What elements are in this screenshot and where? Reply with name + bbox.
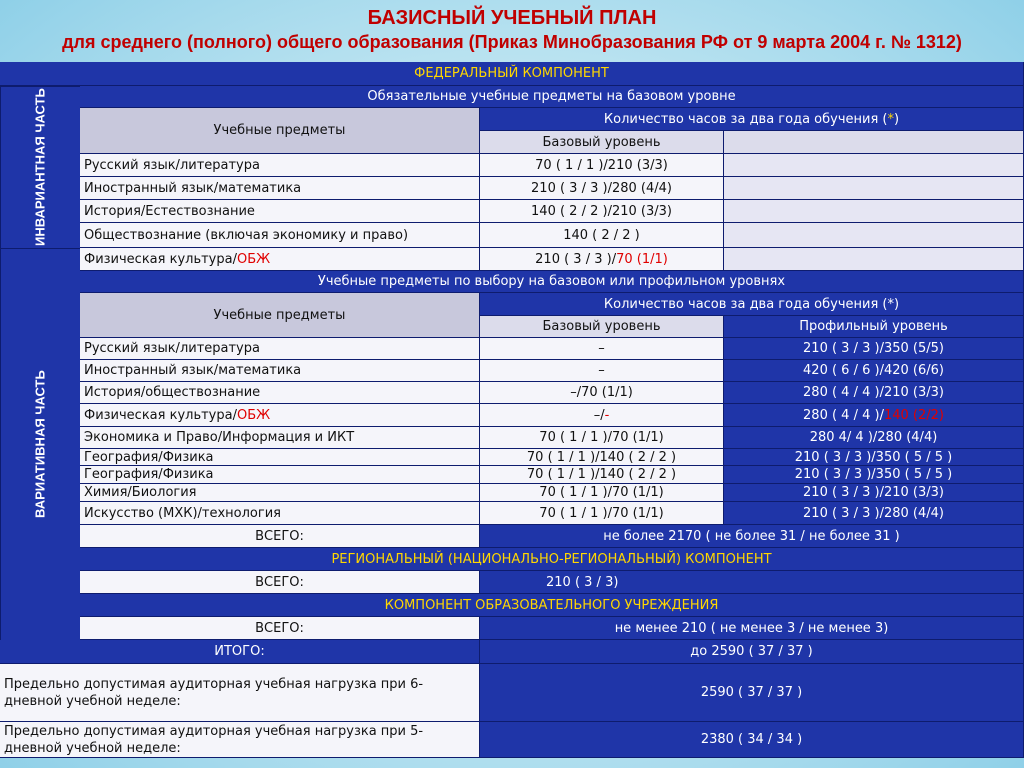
load-6day-value: 2590 ( 37 / 37 ) bbox=[480, 664, 1024, 722]
invariant-base-value: 210 ( 3 / 3 )/280 (4/4) bbox=[480, 177, 724, 200]
load-5day-label: Предельно допустимая аудиторная учебная нагрузка при 5-дневной учебной неделе: bbox=[0, 722, 480, 758]
variative-base-value: 70 ( 1 / 1 )/70 (1/1) bbox=[480, 484, 724, 502]
pe-subject-red: ОБЖ bbox=[236, 251, 271, 267]
hours-header-mark: * bbox=[887, 111, 894, 127]
variative-subject: Экономика и Право/Информация и ИКТ bbox=[80, 427, 480, 449]
invariant-empty-cell bbox=[724, 248, 1024, 271]
itogo-value: до 2590 ( 37 / 37 ) bbox=[480, 640, 1024, 664]
pe-base-red: 70 (1/1) bbox=[616, 251, 668, 267]
variative-base-value: – bbox=[480, 338, 724, 360]
invariant-base-value: 140 ( 2 / 2 )/210 (3/3) bbox=[480, 200, 724, 223]
variative-pe-subject bbox=[80, 404, 480, 427]
invariant-empty-cell bbox=[724, 223, 1024, 248]
regional-total-label: ВСЕГО: bbox=[80, 571, 480, 594]
variative-heading: Учебные предметы по выбору на базовом или профильном уровнях bbox=[80, 271, 1024, 293]
variative-subject: Химия/Биология bbox=[80, 484, 480, 502]
invariant-base-header: Базовый уровень bbox=[480, 131, 724, 154]
pe-profile-text: 280 ( 4 / 4 )/ bbox=[803, 407, 884, 423]
variative-base-value: –/70 (1/1) bbox=[480, 382, 724, 404]
variative-profile-value: 210 ( 3 / 3 )/350 (5/5) bbox=[724, 338, 1024, 360]
variative-profile-value: 210 ( 3 / 3 )/210 (3/3) bbox=[724, 484, 1024, 502]
pe-profile-red: 140 (2/2) bbox=[883, 407, 944, 423]
variative-base-value: 70 ( 1 / 1 )/70 (1/1) bbox=[480, 502, 724, 525]
invariant-heading: Обязательные учебные предметы на базовом уровне bbox=[80, 86, 1024, 108]
pe-base-text: –/ bbox=[593, 407, 605, 423]
pe-subject-text: Физическая культура/ bbox=[84, 251, 237, 267]
variative-total-value: не более 2170 ( не более 31 / не более 31 ) bbox=[480, 525, 1024, 548]
variative-subject: Искусство (МХК)/технология bbox=[80, 502, 480, 525]
variative-base-value: 70 ( 1 / 1 )/70 (1/1) bbox=[480, 427, 724, 449]
variative-subjects-header: Учебные предметы bbox=[80, 293, 480, 338]
variative-profile-value: 210 ( 3 / 3 )/280 (4/4) bbox=[724, 502, 1024, 525]
invariant-pe-subject bbox=[80, 248, 480, 271]
invariant-empty-cell bbox=[724, 200, 1024, 223]
variative-hours-header: Количество часов за два года обучения (*) bbox=[480, 293, 1024, 316]
page-title: БАЗИСНЫЙ УЧЕБНЫЙ ПЛАН bbox=[367, 7, 657, 29]
school-total-value: не менее 210 ( не менее 3 / не менее 3) bbox=[480, 617, 1024, 640]
variative-profile-value: 280 ( 4 / 4 )/210 (3/3) bbox=[724, 382, 1024, 404]
invariant-subject: Обществознание (включая экономику и право) bbox=[80, 223, 480, 248]
invariant-empty-cell bbox=[724, 177, 1024, 200]
invariant-base-value: 140 ( 2 / 2 ) bbox=[480, 223, 724, 248]
invariant-subject: Русский язык/литература bbox=[80, 154, 480, 177]
regional-component-header: РЕГИОНАЛЬНЫЙ (НАЦИОНАЛЬНО-РЕГИОНАЛЬНЫЙ) КОМПОНЕНТ bbox=[80, 548, 1024, 571]
variative-subject: География/Физика bbox=[80, 449, 480, 466]
pe-subject-text: Физическая культура/ bbox=[84, 407, 237, 423]
invariant-hours-header bbox=[480, 108, 1024, 131]
page-subtitle: для среднего (полного) общего образования (Приказ Минобразования РФ от 9 марта 2004 г. № 1312) bbox=[62, 32, 962, 52]
variative-base-value: – bbox=[480, 360, 724, 382]
variative-total-label: ВСЕГО: bbox=[80, 525, 480, 548]
variative-pe-base bbox=[480, 404, 724, 427]
invariant-subject: История/Естествознание bbox=[80, 200, 480, 223]
variative-profile-value: 210 ( 3 / 3 )/350 ( 5 / 5 ) bbox=[724, 449, 1024, 466]
invariant-subject: Иностранный язык/математика bbox=[80, 177, 480, 200]
hours-header-suffix: ) bbox=[894, 111, 900, 127]
variative-base-value: 70 ( 1 / 1 )/140 ( 2 / 2 ) bbox=[480, 466, 724, 484]
variative-base-header: Базовый уровень bbox=[480, 316, 724, 338]
variative-base-value: 70 ( 1 / 1 )/140 ( 2 / 2 ) bbox=[480, 449, 724, 466]
variative-subject: Русский язык/литература bbox=[80, 338, 480, 360]
curriculum-table bbox=[0, 62, 1024, 758]
invariant-pe-base bbox=[480, 248, 724, 271]
school-total-label: ВСЕГО: bbox=[80, 617, 480, 640]
invariant-empty-cell bbox=[724, 154, 1024, 177]
invariant-base-value: 70 ( 1 / 1 )/210 (3/3) bbox=[480, 154, 724, 177]
load-6day-label: Предельно допустимая аудиторная учебная нагрузка при 6-дневной учебной неделе: bbox=[0, 664, 480, 722]
school-component-header: КОМПОНЕНТ ОБРАЗОВАТЕЛЬНОГО УЧРЕЖДЕНИЯ bbox=[80, 594, 1024, 617]
invariant-empty-cell bbox=[724, 131, 1024, 154]
itogo-label: ИТОГО: bbox=[0, 640, 480, 664]
variative-profile-value: 280 4/ 4 )/280 (4/4) bbox=[724, 427, 1024, 449]
federal-component-header: ФЕДЕРАЛЬНЫЙ КОМПОНЕНТ bbox=[0, 62, 1024, 86]
regional-total-value: 210 ( 3 / 3) bbox=[480, 571, 1024, 594]
variative-subject: География/Физика bbox=[80, 466, 480, 484]
variative-profile-value: 420 ( 6 / 6 )/420 (6/6) bbox=[724, 360, 1024, 382]
variative-pe-profile bbox=[724, 404, 1024, 427]
hours-header-text: Количество часов за два года обучения ( bbox=[603, 111, 888, 127]
pe-base-red: - bbox=[604, 407, 610, 423]
variative-profile-value: 210 ( 3 / 3 )/350 ( 5 / 5 ) bbox=[724, 466, 1024, 484]
invariant-part-label: ИНВАРИАНТНАЯ ЧАСТЬ bbox=[0, 86, 80, 248]
pe-subject-red: ОБЖ bbox=[236, 407, 271, 423]
invariant-subjects-header: Учебные предметы bbox=[80, 108, 480, 154]
pe-base-text: 210 ( 3 / 3 )/ bbox=[535, 251, 617, 267]
variative-part-label: ВАРИАТИВНАЯ ЧАСТЬ bbox=[0, 248, 80, 640]
variative-subject: Иностранный язык/математика bbox=[80, 360, 480, 382]
variative-subject: История/обществознание bbox=[80, 382, 480, 404]
variative-profile-header: Профильный уровень bbox=[724, 316, 1024, 338]
load-5day-value: 2380 ( 34 / 34 ) bbox=[480, 722, 1024, 758]
